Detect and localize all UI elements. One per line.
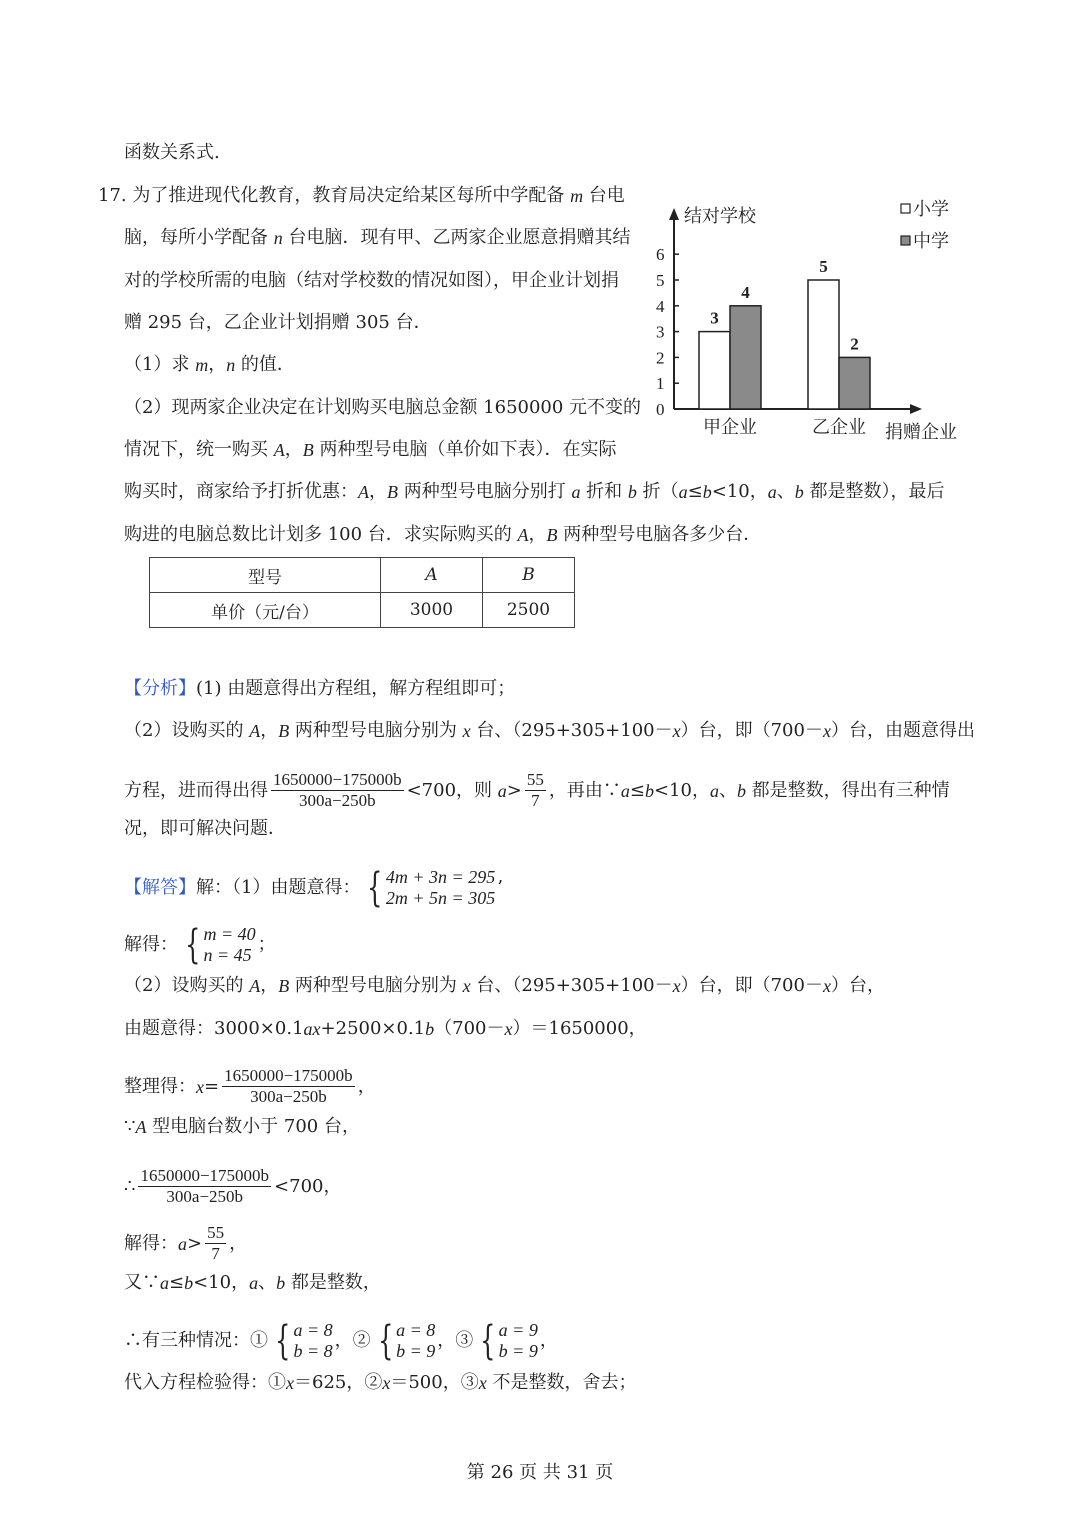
- text-segment: 又∵: [124, 1272, 160, 1293]
- y-tick-label: 3: [656, 322, 665, 342]
- math-variable: x: [382, 1373, 391, 1393]
- text-segment: （2）现两家企业决定在计划购买电脑总金额 1650000 元不变的: [124, 397, 642, 418]
- text-segment: ，: [539, 1330, 558, 1351]
- page-footer: 第 26 页 共 31 页: [466, 1462, 614, 1483]
- math-variable: b: [425, 1019, 435, 1039]
- text-segment: 两种型号电脑分别打: [398, 481, 572, 502]
- brace: {: [480, 1318, 496, 1364]
- brace: {: [185, 922, 201, 968]
- math-variable: a: [178, 1233, 187, 1254]
- text-segment: 整理得：: [124, 1075, 196, 1097]
- text-segment: （2）设购买的: [124, 720, 250, 741]
- legend-label: 中学: [913, 231, 949, 252]
- text-segment: 购买时，商家给予打折优惠：: [124, 481, 358, 502]
- equation: b = 9: [396, 1341, 436, 1361]
- text-segment: ）＝1650000，: [512, 1018, 647, 1039]
- text-segment: 的值．: [235, 354, 295, 375]
- equation: a = 8: [293, 1320, 333, 1340]
- y-tick-label: 5: [656, 271, 665, 290]
- text-segment: 对的学校所需的电脑（结对学校数的情况如图），甲企业计划捐: [124, 270, 619, 291]
- text-segment: ＝500，③: [390, 1372, 479, 1393]
- legend-swatch: [901, 204, 910, 213]
- fraction-denominator: 7: [531, 791, 540, 810]
- equation: m = 40: [203, 924, 256, 944]
- math-variable: a: [571, 482, 581, 502]
- text-segment: 台电脑．现有甲、乙两家企业愿意捐赠其结: [282, 227, 631, 248]
- bar-value-label: 3: [710, 308, 719, 328]
- math-variable: x: [822, 721, 831, 741]
- text-line: [124, 353, 295, 377]
- fraction-denominator: 300a−250b: [166, 1187, 244, 1206]
- text-line: [124, 924, 276, 966]
- bar-value-label: 4: [741, 282, 750, 302]
- text-segment: 两种型号电脑各多少台．: [557, 524, 762, 545]
- math-variable: x: [478, 1373, 487, 1393]
- equation: n = 45: [203, 945, 252, 965]
- text-segment: ）台，由题意得出: [830, 720, 975, 741]
- table-row: [150, 593, 575, 628]
- text-segment: >: [187, 1232, 203, 1254]
- x-axis-label: 捐赠企业: [885, 422, 957, 443]
- text-line: [124, 974, 885, 998]
- text-segment: 两种型号电脑分别为: [289, 720, 463, 741]
- fraction-denominator: 300a−250b: [250, 1087, 327, 1106]
- text-segment: 都是整数，: [285, 1272, 381, 1293]
- text-segment: ≤: [687, 481, 703, 502]
- math-variable: x: [286, 1373, 294, 1393]
- text-line: [124, 1115, 360, 1139]
- text-line: [98, 184, 625, 208]
- text-segment: 解：（1）由题意得：: [196, 877, 361, 898]
- brace: {: [275, 1318, 291, 1364]
- math-variable: n: [273, 228, 283, 248]
- text-segment: 折和: [580, 481, 628, 502]
- text-segment: ，③: [437, 1330, 474, 1351]
- text-segment: 、: [776, 481, 795, 502]
- text-segment: 购进的电脑总数比计划多 100 台．求实际购买的: [124, 524, 518, 545]
- x-axis-arrow-icon: [910, 404, 922, 414]
- bar: [699, 332, 730, 409]
- text-segment: 折（: [636, 481, 679, 502]
- math-variable: a: [709, 780, 719, 801]
- text-segment: ）台，即（700－: [680, 975, 823, 996]
- math-variable: x: [462, 721, 471, 741]
- text-segment: ∴: [124, 1175, 136, 1197]
- math-variable: A: [249, 976, 261, 996]
- text-segment: >: [506, 779, 522, 801]
- table-header-cell: B: [483, 558, 575, 593]
- bar: [730, 306, 761, 409]
- text-segment: +2500×0.1: [320, 1018, 426, 1039]
- bar-value-label: 5: [819, 257, 828, 276]
- math-variable: x: [504, 1019, 513, 1039]
- text-segment: ，: [229, 1232, 248, 1254]
- math-variable: m: [570, 186, 584, 206]
- text-segment: <10，: [653, 779, 710, 801]
- table-header-cell: A: [381, 558, 483, 593]
- text-segment: ＝625，②: [294, 1372, 383, 1393]
- bar-value-label: 2: [850, 334, 859, 354]
- text-segment: （700－: [434, 1018, 505, 1039]
- text-line: [124, 1017, 647, 1041]
- text-segment: 台、（295+305+100－: [470, 720, 673, 741]
- math-variable: a: [249, 1273, 259, 1293]
- equation: 4m + 3n = 295: [385, 867, 496, 887]
- text-line: [124, 438, 616, 462]
- math-variable: x: [462, 976, 471, 996]
- text-segment: 脑，每所小学配备: [124, 227, 274, 248]
- math-variable: B: [278, 721, 290, 741]
- text-line: [124, 1166, 342, 1207]
- text-segment: ，: [357, 1075, 376, 1097]
- x-category-label: 乙企业: [812, 417, 866, 438]
- equation: b = 8: [293, 1341, 333, 1361]
- text-line: [124, 677, 515, 701]
- text-line: [124, 867, 503, 909]
- text-line: [124, 1066, 376, 1107]
- math-variable: b: [276, 1273, 286, 1293]
- math-variable: b: [644, 780, 654, 801]
- text-segment: 解得：: [124, 1232, 178, 1254]
- section-tag: 【分析】: [124, 678, 196, 699]
- text-line: [124, 226, 630, 250]
- equation: 2m + 5n = 305: [385, 888, 496, 908]
- text-segment: 情况下，统一购买: [124, 439, 274, 460]
- text-segment: 都是整数），最后: [803, 481, 945, 502]
- text-segment: （2）设购买的: [124, 975, 250, 996]
- text-segment: 都是整数，得出有三种情: [745, 779, 950, 801]
- text-segment: 两种型号电脑（单价如下表）．在实际: [313, 439, 617, 460]
- price-table: [149, 557, 575, 628]
- equation-system: [475, 1320, 538, 1362]
- equation-system: [362, 867, 495, 909]
- math-variable: x: [672, 721, 681, 741]
- text-segment: 不是整数，舍去；: [486, 1372, 637, 1393]
- text-line: [124, 770, 950, 811]
- text-segment: ，: [528, 524, 547, 545]
- bar: [808, 280, 839, 409]
- text-line: [124, 1320, 558, 1362]
- math-variable: b: [702, 482, 712, 502]
- text-segment: 两种型号电脑分别为: [289, 975, 463, 996]
- math-variable: b: [736, 780, 746, 801]
- fraction-numerator: 1650000−175000b: [224, 1066, 353, 1085]
- text-line: [124, 396, 641, 420]
- y-tick-label: 6: [656, 245, 665, 265]
- equation: a = 8: [396, 1320, 436, 1340]
- legend-swatch: [901, 236, 910, 245]
- math-variable: A: [273, 440, 285, 460]
- math-variable: A: [358, 482, 369, 502]
- text-line: [124, 719, 975, 743]
- math-variable: ax: [303, 1019, 321, 1039]
- text-segment: ≤: [169, 1272, 185, 1293]
- text-segment: 代入方程检验得：①: [124, 1372, 286, 1393]
- text-segment: (1) 由题意得出方程组，解方程组即可；: [196, 678, 516, 699]
- text-segment: 赠 295 台，乙企业计划捐赠 305 台．: [124, 312, 432, 333]
- math-variable: B: [278, 976, 290, 996]
- text-line: [124, 269, 619, 293]
- math-variable: x: [822, 976, 831, 996]
- text-segment: ∵: [124, 1116, 136, 1137]
- text-segment: 17. 为了推进现代化教育，教育局决定给某区每所中学配备: [98, 185, 571, 206]
- math-variable: a: [620, 780, 630, 801]
- text-line: [124, 1271, 381, 1295]
- text-segment: ）台，: [830, 975, 885, 996]
- fraction-denominator: 300a−250b: [298, 791, 376, 810]
- text-segment: ，: [284, 439, 303, 460]
- text-segment: 型电脑台数小于 700 台，: [146, 1116, 360, 1137]
- equation-system: [180, 924, 256, 966]
- text-line: [124, 523, 761, 547]
- text-segment: 由题意得：3000×0.1: [124, 1018, 304, 1039]
- table-header-row: [150, 558, 575, 593]
- math-variable: x: [672, 976, 681, 996]
- brace: {: [367, 865, 383, 911]
- fraction: [271, 770, 404, 811]
- y-tick-label: 4: [656, 296, 665, 316]
- math-variable: a: [767, 482, 777, 502]
- fraction: [205, 1223, 226, 1264]
- text-segment: ，再由∵: [548, 779, 621, 801]
- text-segment: ）台，即（700－: [680, 720, 823, 741]
- math-variable: A: [135, 1117, 147, 1137]
- x-category-label: 甲企业: [703, 417, 757, 438]
- math-variable: x: [196, 1076, 204, 1097]
- text-segment: 方程，进而得出得: [124, 779, 268, 801]
- table-cell: 3000: [381, 593, 483, 628]
- math-variable: A: [249, 721, 261, 741]
- legend-label: 小学: [913, 199, 949, 220]
- equation-system: [373, 1320, 436, 1362]
- table-header-cell: 型号: [150, 558, 381, 593]
- math-variable: B: [387, 482, 398, 502]
- fraction: [138, 1166, 271, 1207]
- text-segment: <10，: [193, 1272, 250, 1293]
- text-segment: 台、（295+305+100－: [470, 975, 673, 996]
- text-line: [124, 1371, 636, 1395]
- math-variable: n: [226, 355, 236, 375]
- fraction: [222, 1066, 355, 1107]
- y-tick-label: 1: [656, 374, 665, 394]
- text-segment: 、: [718, 779, 737, 801]
- text-segment: ，②: [334, 1330, 371, 1351]
- text-segment: 函数关系式.: [124, 142, 220, 163]
- math-variable: A: [517, 525, 529, 545]
- equation: b = 9: [498, 1341, 538, 1361]
- equation: a = 9: [498, 1320, 538, 1340]
- y-tick-label: 2: [656, 348, 665, 368]
- equation-system: [270, 1320, 333, 1362]
- text-segment: <700，则: [406, 779, 498, 801]
- fraction-numerator: 55: [526, 770, 544, 789]
- section-tag: 【解答】: [124, 877, 196, 898]
- math-variable: B: [302, 440, 314, 460]
- table-cell: 2500: [483, 593, 575, 628]
- text-segment: <10，: [711, 481, 768, 502]
- fraction-numerator: 1650000−175000b: [273, 770, 402, 789]
- math-variable: a: [497, 780, 507, 801]
- fraction-numerator: 55: [207, 1223, 225, 1242]
- text-segment: 况，即可解决问题．: [124, 818, 286, 839]
- y-tick-label: 0: [656, 400, 665, 419]
- text-segment: 、: [258, 1272, 277, 1293]
- table-cell: 单价（元/台）: [150, 593, 381, 628]
- bar: [839, 357, 870, 409]
- math-variable: b: [627, 482, 637, 502]
- text-line: [124, 141, 220, 165]
- text-segment: ；: [257, 934, 276, 955]
- y-axis-label: 结对学校: [684, 206, 756, 227]
- text-segment: ，: [369, 481, 387, 502]
- text-segment: ≤: [629, 779, 645, 801]
- text-segment: ，: [208, 354, 227, 375]
- math-variable: b: [184, 1273, 194, 1293]
- text-line: [124, 1223, 247, 1264]
- math-variable: B: [546, 525, 558, 545]
- text-segment: ，: [260, 975, 279, 996]
- text-line: [124, 480, 944, 504]
- text-segment: 台电: [583, 185, 625, 206]
- text-segment: ，: [260, 720, 279, 741]
- text-segment: <700，: [274, 1175, 342, 1197]
- text-segment: =: [204, 1075, 220, 1097]
- fraction: [525, 770, 546, 811]
- text-segment: ’: [497, 877, 503, 898]
- text-line: [124, 817, 286, 841]
- math-variable: m: [195, 355, 209, 375]
- text-line: [124, 311, 432, 335]
- fraction-numerator: 1650000−175000b: [140, 1166, 270, 1185]
- y-axis-arrow-icon: [669, 208, 679, 220]
- text-segment: 解得：: [124, 934, 178, 955]
- math-variable: a: [160, 1273, 169, 1293]
- fraction-denominator: 7: [211, 1244, 220, 1263]
- math-variable: b: [794, 482, 804, 502]
- text-segment: ∴有三种情况：①: [124, 1330, 268, 1351]
- bar-chart: [640, 190, 980, 450]
- brace: {: [377, 1318, 393, 1364]
- text-segment: （1）求: [124, 354, 196, 375]
- math-variable: a: [678, 482, 688, 502]
